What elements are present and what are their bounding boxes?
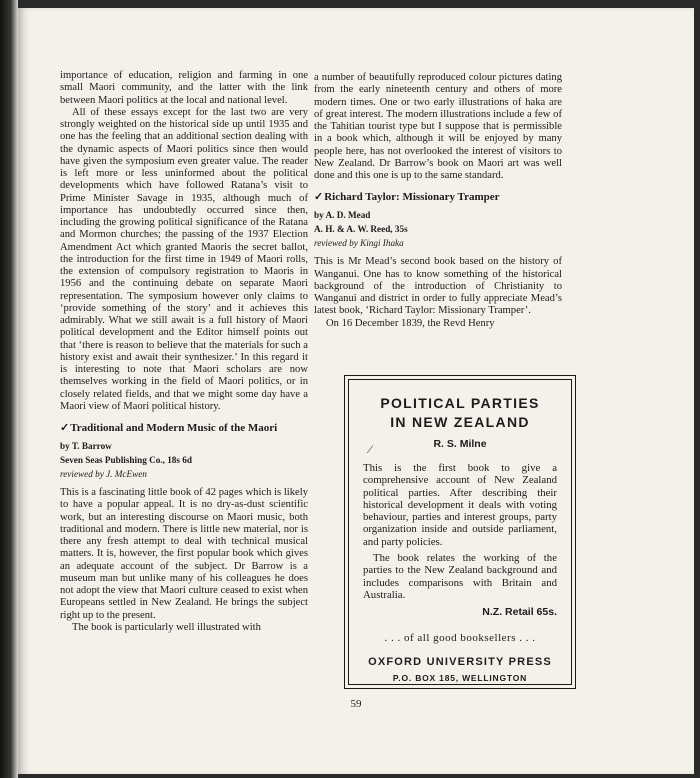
review-publisher-taylor: A. H. & A. W. Reed, 35s bbox=[314, 224, 408, 235]
taylor-review-paragraph-1: This is Mr Mead’s second book based on the history of Wanganui. One has to know something of the historical background of the introduction of Christianity to Wanganui and district in order to fully appreciate Mead’s latest book, ‘Richard Taylor: Missionary Tramper’. bbox=[314, 256, 562, 317]
ad-body-paragraph-2: The book relates the working of the parties to the New Zealand background and includes comparisons with Britain and Australia. bbox=[363, 552, 557, 601]
music-review-paragraph-1: This is a fascinating little book of 42 pages which is likely to have a popular appeal. It is no dry-as-dust scientific work, but an interesting discourse on Maori music, both traditional and modern. There is little new material, nor is there any fresh attempt to deal with technical musical matters. It is, however, the first popular book which gives an adequate account of the subject. Dr Barrow is a museum man but unlike many of his colleagues he does not adopt the view that Maori culture ceased to exist when Europeans settled in New Zealand. He brings the subject right up to the present. bbox=[60, 487, 308, 621]
journal-page bbox=[18, 8, 694, 774]
right-paragraph-1: a number of beautifully reproduced colour pictures dating from the early nineteenth century and others of more modern times. One or two early illustrations of haka are of great interest. The modern illustrations include a few of the Tahitian tourist type but I suppose that is permissible in a book which, although it will be enjoyed by many people here, has not overlooked the interest of visitors to New Zealand. Dr Barrow’s book on Maori art was well done and this one is up to the same standard. bbox=[314, 72, 562, 181]
ad-author: R. S. Milne bbox=[433, 438, 487, 450]
left-column bbox=[60, 70, 308, 634]
ad-price: N.Z. Retail 65s. bbox=[482, 606, 557, 619]
pencil-mark-icon: ⁄ bbox=[369, 442, 372, 456]
check-mark-icon: ✓ bbox=[60, 422, 70, 434]
review-title-taylor-text: Richard Taylor: Missionary Tramper bbox=[324, 191, 500, 204]
right-column bbox=[314, 72, 562, 330]
ad-title-line-2: IN NEW ZEALAND bbox=[390, 414, 530, 430]
book-advertisement bbox=[344, 375, 576, 689]
reviewer-music: reviewed by J. McEwen bbox=[60, 469, 147, 479]
review-author-taylor: by A. D. Mead bbox=[314, 210, 371, 221]
music-review-paragraph-2: The book is particularly well illustrated with bbox=[72, 621, 261, 633]
ad-sellers: . . . of all good booksellers . . . bbox=[384, 632, 536, 645]
book-spine-shadow bbox=[0, 0, 18, 778]
ad-body-paragraph-1: This is the first book to give a comprehensive account of New Zealand political parties. After describing their historical development it deals with voting behaviour, parties and interest groups, party organization inside and outside parliament, and party policies. bbox=[363, 462, 557, 548]
ad-publisher: OXFORD UNIVERSITY PRESS bbox=[368, 656, 552, 669]
ad-address: P.O. BOX 185, WELLINGTON bbox=[392, 673, 528, 684]
review-publisher-music: Seven Seas Publishing Co., 18s 6d bbox=[60, 455, 192, 465]
review-title-taylor bbox=[314, 191, 562, 204]
reviewer-taylor: reviewed by Kingi Ihaka bbox=[314, 238, 404, 249]
left-paragraph-1: importance of education, religion and farming in one small Maori community, and the latter with the link between Maori politics at the local and national level. bbox=[60, 70, 308, 106]
review-author-music: by T. Barrow bbox=[60, 441, 112, 451]
taylor-review-paragraph-2: On 16 December 1839, the Revd Henry bbox=[326, 317, 495, 329]
review-title-music bbox=[60, 422, 308, 435]
review-title-music-text: Traditional and Modern Music of the Maori bbox=[70, 422, 278, 434]
ad-body bbox=[363, 462, 557, 601]
left-paragraph-2: All of these essays except for the last two are very strongly weighted on the historical side up until 1935 and one has the feeling that an additional section dealing with the dynamic aspects of Maori politics since then would have given the symposium even greater value. The reader is left more or less uninformed about the political developments which have followed Ratana’s visit to Prime Minister Savage in 1935, although much of importance has undoubtedly occurred since then, including the growing political significance of the Ratana and Mormon churches; the passing of the 1937 Election Amendment Act which granted Maoris the secret ballot, the introduction for the first time in 1949 of Maori rolls, the extension of compulsory registration to Maoris in 1956 and the continuing debate on separate Maori representation. The symposium however only claims to ‘provide something of the story’ and it achieves this admirably. What we still await is a full history of Maori political development and the Editor himself points out that ‘there is reason to believe that the materials for such a history exist and await their synthesizer.’ In this regard it is interesting to note that Maori scholars are now themselves working in the field of Maori politics, or in closely related fields, and that we might some day have a Maori view of Maori political history. bbox=[60, 106, 308, 412]
advertisement-inner-frame bbox=[348, 379, 572, 685]
check-mark-icon: ✓ bbox=[314, 191, 324, 204]
page-number: 59 bbox=[350, 698, 362, 710]
ad-title-line-1: POLITICAL PARTIES bbox=[380, 395, 540, 411]
